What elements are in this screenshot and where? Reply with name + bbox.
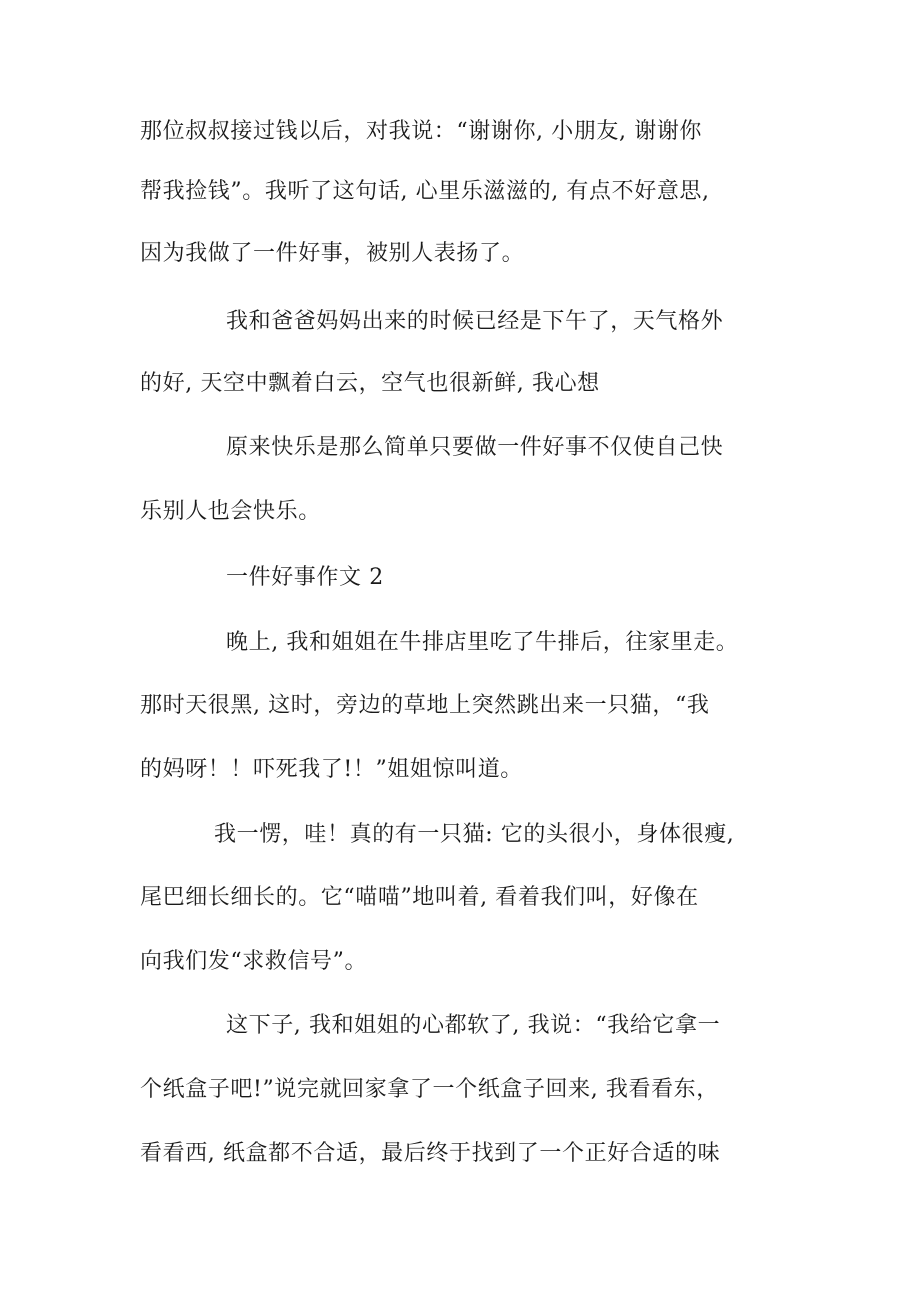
- text-line: 帮我捡钱”。我听了这句话, 心里乐滋滋的, 有点不好意思,: [140, 179, 710, 204]
- text-line: 个纸盒子吧!”说完就回家拿了一个纸盒子回来, 我看看东，: [140, 1077, 719, 1102]
- text-line: 乐别人也会快乐。: [140, 499, 321, 524]
- paragraph-start: 我一愣，哇！真的有一只猫: 它的头很小，身体很瘦,: [214, 822, 735, 847]
- text-line: 那时天很黑, 这时，旁边的草地上突然跳出来一只猫，“我: [140, 693, 710, 718]
- text-line: 的妈呀！！吓死我了!！”姐姐惊叫道。: [140, 757, 523, 782]
- paragraph-start: 我和爸爸妈妈出来的时候已经是下午了，天气格外: [226, 309, 724, 334]
- section-heading: 一件好事作文 2: [226, 565, 384, 590]
- paragraph-start: 晚上, 我和姐姐在牛排店里吃了牛排后，往家里走。: [226, 630, 739, 655]
- text-line: 向我们发“求救信号”。: [140, 949, 368, 974]
- text-line: 的好, 天空中飘着白云，空气也很新鲜, 我心想: [140, 371, 600, 396]
- text-line: 看看西, 纸盒都不合适，最后终于找到了一个正好合适的味: [140, 1141, 721, 1166]
- text-line: 那位叔叔接过钱以后，对我说：“谢谢你, 小朋友, 谢谢你: [140, 119, 703, 144]
- paragraph-start: 原来快乐是那么简单只要做一件好事不仅使自己快: [226, 435, 724, 460]
- text-line: 尾巴细长细长的。它“喵喵”地叫着, 看着我们叫，好像在: [140, 885, 699, 910]
- paragraph-start: 这下子, 我和姐姐的心都软了, 我说：“我给它拿一: [226, 1013, 721, 1038]
- text-line: 因为我做了一件好事，被别人表扬了。: [140, 241, 525, 266]
